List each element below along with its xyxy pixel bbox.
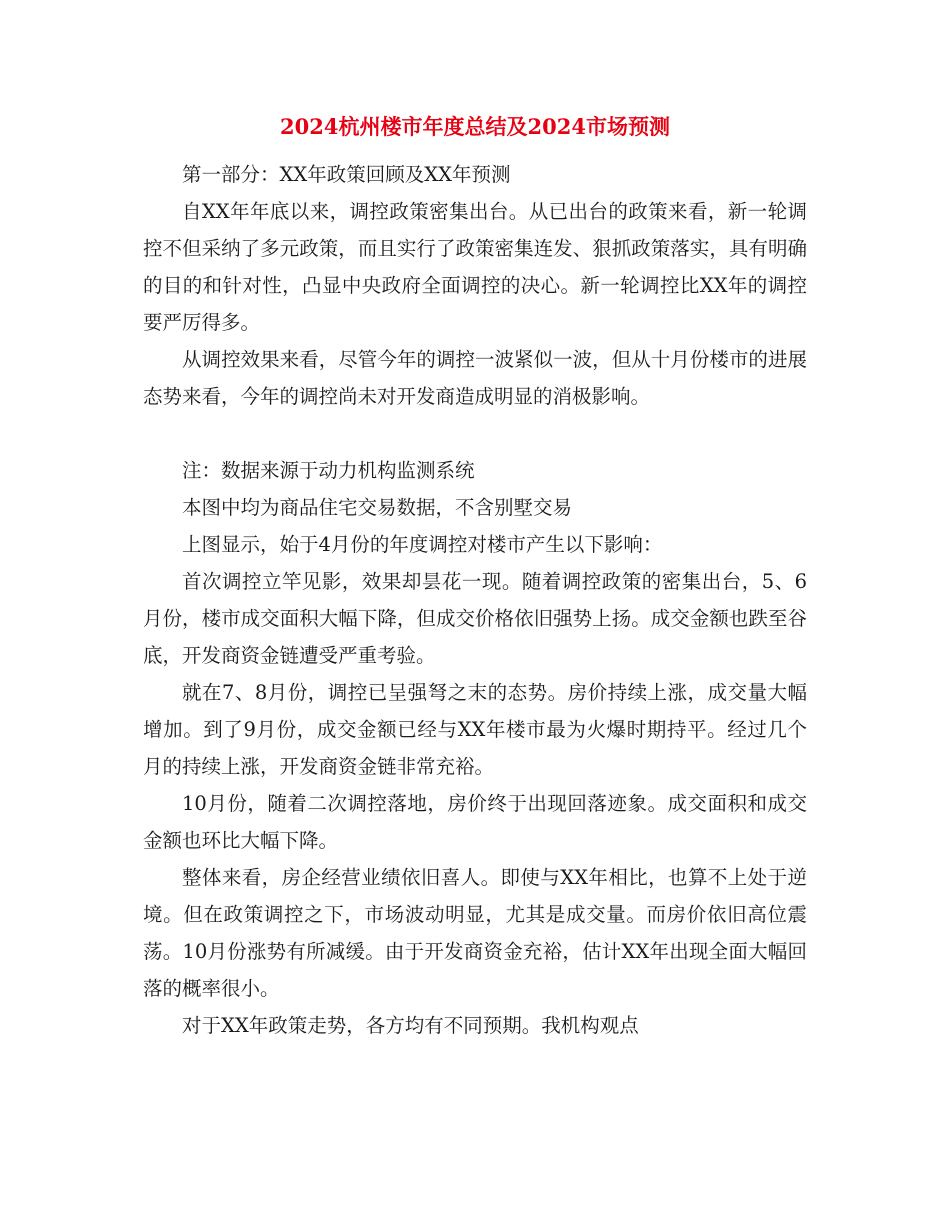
document-title: 2024杭州楼市年度总结及2024市场预测 xyxy=(280,114,670,139)
paragraph-october: 10月份，随着二次调控落地，房价终于出现回落迹象。成交面积和成交金额也环比大幅下降。 xyxy=(143,792,807,852)
paragraph-overall: 整体来看，房企经营业绩依旧喜人。即使与XX年相比，也算不上处于逆境。但在政策调控之下，市场波动明显，尤其是成交量。而房价依旧高位震荡。10月份涨势有所减缓。由于开发商资金充裕，估计XX年出现全面大幅回落的概率很小。 xyxy=(143,866,807,1000)
note-data-source: 注：数据来源于动力机构监测系统 xyxy=(182,459,475,482)
section-heading: 第一部分：XX年政策回顾及XX年预测 xyxy=(182,163,511,186)
paragraph-first-control: 首次调控立竿见影，效果却昙花一现。随着调控政策的密集出台，5、6月份，楼市成交面积大幅下降，但成交价格依旧强势上扬。成交金额也跌至谷底，开发商资金链遭受严重考验。 xyxy=(143,570,807,667)
paragraph-policy-overview: 自XX年年底以来，调控政策密集出台。从已出台的政策来看，新一轮调控不但采纳了多元政策，而且实行了政策密集连发、狠抓政策落实，具有明确的目的和针对性，凸显中央政府全面调控的决心。新一轮调控比XX年的调控要严厉得多。 xyxy=(143,200,807,334)
paragraph-policy-outlook: 对于XX年政策走势，各方均有不同预期。我机构观点 xyxy=(182,1014,639,1037)
paragraph-policy-effect: 从调控效果来看，尽管今年的调控一波紧似一波，但从十月份楼市的进展态势来看，今年的调控尚未对开发商造成明显的消极影响。 xyxy=(143,348,807,408)
paragraph-chart-intro: 上图显示，始于4月份的年度调控对楼市产生以下影响： xyxy=(182,533,663,556)
document-body xyxy=(143,156,807,1044)
paragraph-july-august: 就在7、8月份，调控已呈强弩之末的态势。房价持续上涨，成交量大幅增加。到了9月份，成交金额已经与XX年楼市最为火爆时期持平。经过几个月的持续上涨，开发商资金链非常充裕。 xyxy=(143,681,807,778)
note-data-scope: 本图中均为商品住宅交易数据，不含别墅交易 xyxy=(182,496,573,519)
